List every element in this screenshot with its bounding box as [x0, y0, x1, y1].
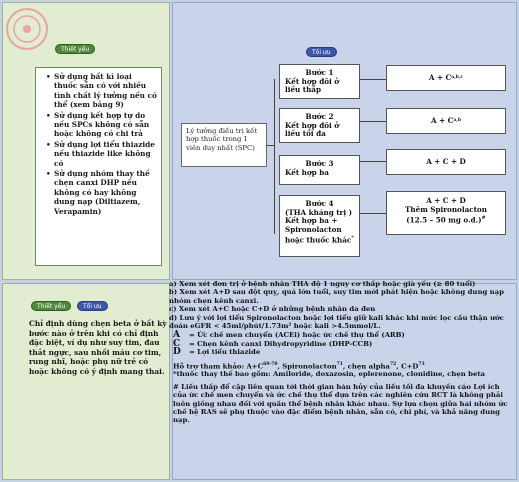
- step-1-box: [279, 64, 360, 99]
- notes-block: [169, 280, 513, 425]
- step-2-text: Kết hợp đôi ở liều tối đa: [285, 120, 340, 139]
- step-2-title: Bước 2: [305, 112, 334, 121]
- essential-item: • Sử dụng nhóm thay thế chẹn canxi DHP nếu không có hay không dung nạp (Diltiazem, Verapamin): [54, 169, 157, 216]
- step-1-result: [386, 65, 506, 91]
- ref-sup: 72: [390, 361, 397, 367]
- arrow-line: [360, 161, 386, 162]
- step-4-result: [386, 191, 506, 235]
- ref-text: Hỗ trợ tham khảo: A+C: [173, 361, 264, 370]
- beta-blocker-text: Chỉ định dùng chẹn beta ở bất kỳ bước nào ở trên khi có chỉ định đặc biệt, ví dụ như suy tim, đau thắt ngực, sau nhồi máu cơ tim, rung nhĩ, hoặc phụ nữ trẻ có hoặc không có ý định mang thai.: [29, 319, 167, 376]
- essential-pill-bottom: Thiết yếu: [31, 301, 71, 311]
- step-4-result-text: A + C + D: [426, 196, 466, 205]
- step-2-result-text: A + C: [431, 115, 454, 125]
- essential-item: • Sử dụng kết hợp tự do nếu SPCs không có sẵn hoặc không có chi trả: [54, 111, 157, 139]
- ref-sup: 71: [336, 361, 343, 367]
- note-c: c) Xem xét A+C hoặc C+D ở những bệnh nhân da đen: [169, 305, 376, 314]
- optimal-panel-top: [172, 2, 517, 280]
- essential-list: [36, 68, 161, 221]
- note-d: d) Lưu ý với lợi tiểu Spironolacton hoặc lợi tiểu giữ kali khác khi mức lọc cầu thận ước đoán eGFR < 45ml/phút/1.73m² hoặc kali >4.5mmol/L.: [169, 313, 504, 331]
- step-4-sup: *: [351, 235, 354, 242]
- ref-text: , chẹn alpha: [342, 361, 391, 370]
- step-3-title: Bước 3: [305, 159, 334, 168]
- essential-item: • Sử dụng lợi tiểu thiazide nếu thiazide like không có: [54, 140, 157, 168]
- step-1-title: Bước 1: [305, 68, 334, 77]
- arrow-line: [360, 213, 386, 214]
- note-a: a) Xem xét đơn trị ở bệnh nhân THA độ 1 nguy cơ thấp hoặc già yếu (≥ 80 tuổi): [169, 280, 476, 288]
- ref-text: , C+D: [396, 361, 419, 370]
- ref-sup: 73: [418, 361, 425, 367]
- step-1-result-text: A + C: [428, 72, 452, 82]
- hash-note: # Liều thấp để cập liên quan tới thời gian bán hủy của liều tối đa khuyến cáo Lợi ích của ức chế men chuyển và ức chế thụ thể dựa trên các nghiên cứu RCT là không phải luôn giống nhau đối với quần thể bệnh nhân khác nhau. Sự lựa chọn giữa hai nhóm ức chế hệ RAS sẽ phụ thuộc vào đặc điểm bệnh nhân, sẵn có, chi phí, và khả năng dung nạp.: [173, 382, 508, 425]
- beta-blocker-panel: [2, 283, 170, 480]
- abbr-text: = Lợi tiểu thiazide: [189, 348, 261, 357]
- ref-text: , Spironolacton: [277, 361, 337, 370]
- optimal-pill: Tối ưu: [306, 47, 337, 57]
- essential-list-box: [35, 67, 162, 266]
- other-drugs-note: *thuốc thay thế bao gồm: Amiloride, doxazosin, eplerenone, clonidine, chẹn beta: [173, 370, 486, 379]
- step-4-box: [279, 195, 360, 257]
- abbreviations: [169, 331, 513, 356]
- abbr-row: [173, 331, 513, 339]
- reference-line: [169, 361, 513, 371]
- arrow-line: [360, 79, 386, 80]
- connector-line: [274, 79, 275, 234]
- step-2-box: [279, 108, 360, 143]
- essential-panel-top: [2, 2, 170, 280]
- abbr-row: [173, 340, 513, 348]
- abbr-text: = Chẹn kênh canxi Dihydropyridine (DHP-CCB): [189, 339, 373, 348]
- step-4-result-add: Thêm Spironolacton: [405, 204, 487, 214]
- step-1-text: Kết hợp đôi ở liều thấp: [285, 76, 340, 95]
- step-3-result-text: A + C + D: [426, 156, 466, 166]
- step-4-dose-sup: #: [481, 215, 486, 222]
- step-2-result: [386, 108, 506, 134]
- abbr-letter: A: [173, 330, 180, 341]
- step-4-text: (THA kháng trị ) Kết hợp ba + Spironolacton hoặc thuốc khác: [285, 207, 352, 245]
- abbr-letter: D: [173, 347, 181, 358]
- note-b: b) Xem xét A+D sau đột quỵ, quá lớn tuổi, suy tim mới phát hiện hoặc không dung nạp nhóm chẹn kênh canxi.: [169, 288, 504, 305]
- ref-sup: 69-70: [263, 361, 278, 367]
- abbr-row: [173, 348, 513, 356]
- step-4-title: Bước 4: [305, 199, 334, 208]
- abbr-text: = Ức chế men chuyển (ACEi) hoặc ức chế thụ thể (ARB): [189, 331, 405, 340]
- step-1-sup: a,b,c: [451, 74, 464, 80]
- notes-panel: [169, 280, 517, 480]
- essential-item: • Sử dụng bất kì loại thuốc sẵn có với nhiều tình chất lý tưởng nếu có thể (xem bảng 9): [54, 72, 157, 110]
- step-3-result: [386, 149, 506, 175]
- step-3-text: Kết hợp ba: [285, 167, 329, 177]
- step-4-result-dose: (12.5 – 50 mg o.d.): [406, 215, 482, 225]
- essential-pill: Thiết yếu: [55, 44, 95, 54]
- step-2-sup: a,b: [453, 117, 461, 123]
- optimal-pill-bottom: Tối ưu: [77, 301, 108, 311]
- ideal-spc-box: Lý tưởng điều trị kết hợp thuốc trong 1 viên duy nhất (SPC): [181, 123, 267, 167]
- step-3-box: [279, 155, 360, 185]
- arrow-line: [360, 121, 386, 122]
- watermark-seal-icon: [5, 7, 49, 51]
- abbr-letter: C: [173, 338, 181, 349]
